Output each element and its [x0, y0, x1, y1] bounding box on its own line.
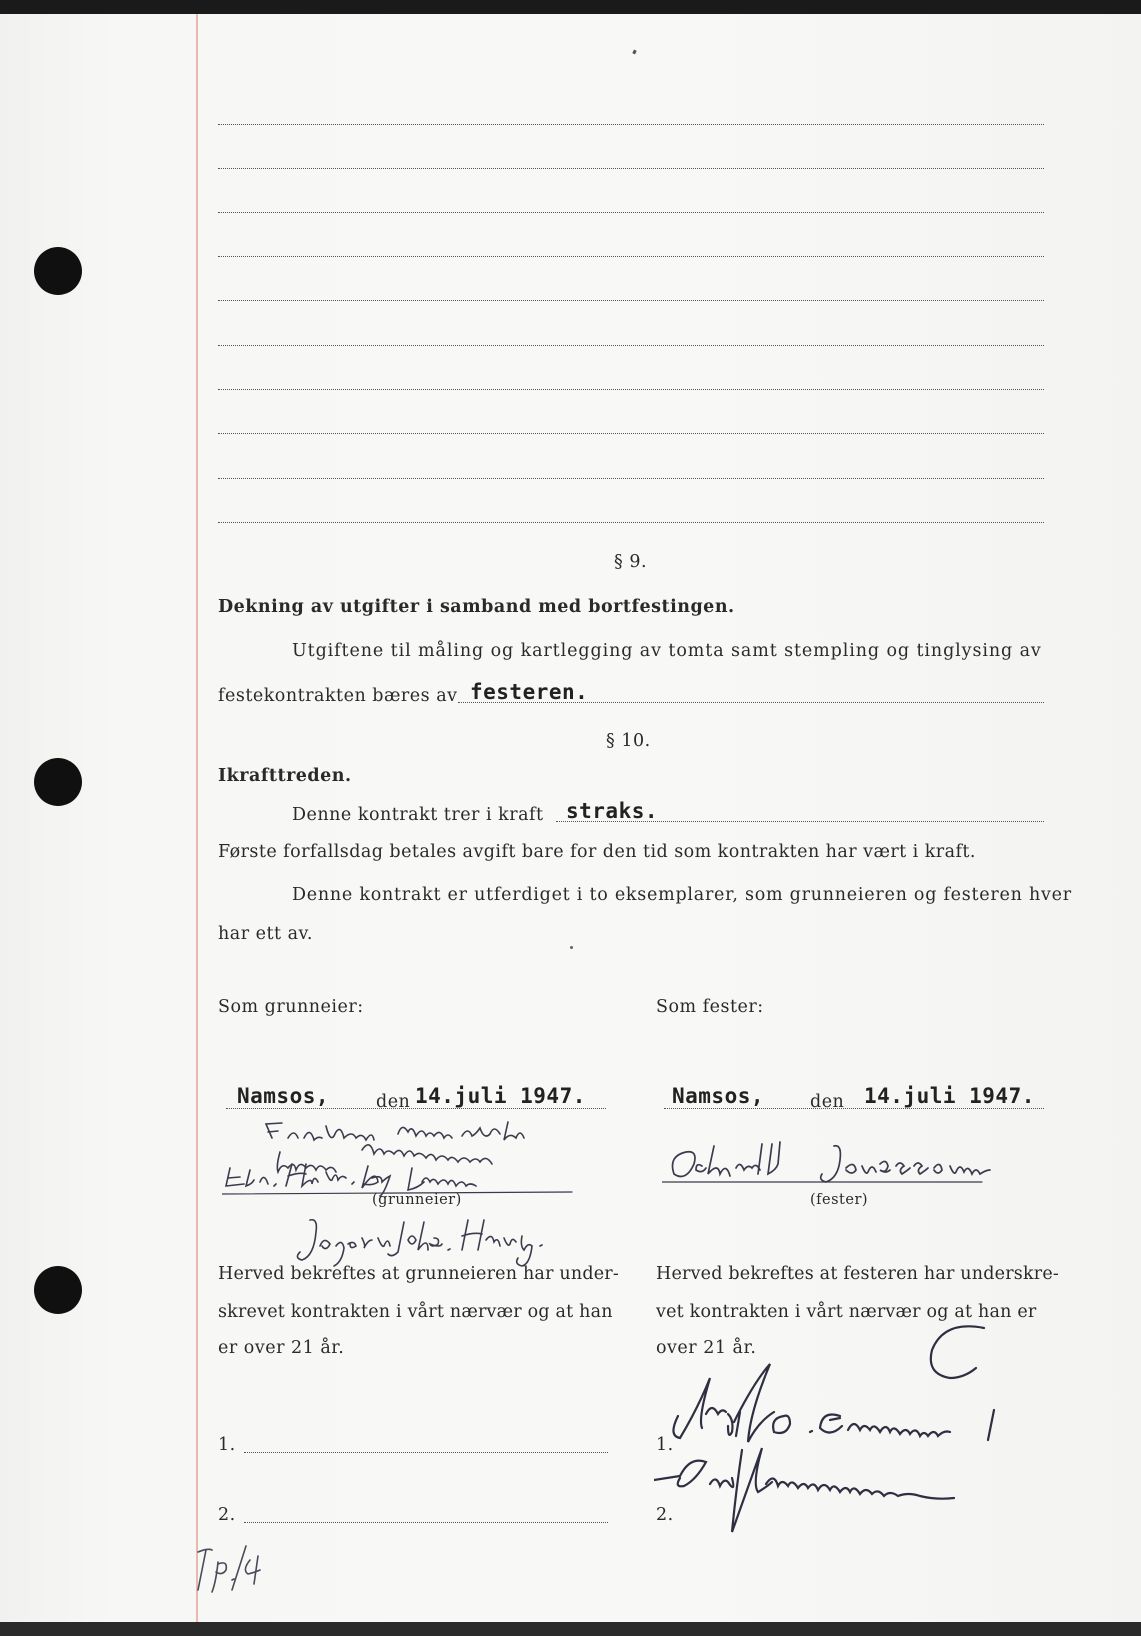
- witness-text: er over 21 år.: [218, 1338, 345, 1358]
- typed-place: Namsos,: [237, 1084, 330, 1108]
- grunneier-role: (grunneier): [372, 1192, 462, 1208]
- pencil-annotation: [188, 1540, 278, 1600]
- witness-text: over 21 år.: [656, 1338, 757, 1358]
- section-9-heading: Dekning av utgifter i samband med bortfestingen.: [218, 597, 735, 617]
- ink-speck: [570, 946, 573, 949]
- den-label: den: [376, 1092, 411, 1112]
- blank-line: [218, 478, 1044, 479]
- fill-line: [226, 1108, 606, 1109]
- fill-line: [664, 1108, 1044, 1109]
- blank-line: [218, 124, 1044, 125]
- blank-line: [218, 256, 1044, 257]
- blank-line: [218, 300, 1044, 301]
- witness-number: 1.: [218, 1435, 236, 1455]
- section-10-heading: Ikrafttreden.: [218, 766, 352, 786]
- witness-text: vet kontrakten i vårt nærvær og at han er: [656, 1302, 1037, 1322]
- witness-signatures-right: [654, 1324, 1074, 1560]
- witness-line: [244, 1452, 608, 1453]
- blank-line: [218, 168, 1044, 169]
- witness-text: skrevet kontrakten i vårt nærvær og at han: [218, 1302, 613, 1322]
- witness-line: [244, 1522, 608, 1523]
- section-9-text: festekontrakten bæres av: [218, 686, 458, 706]
- witness-number: 2.: [218, 1505, 236, 1525]
- blank-line: [218, 522, 1044, 523]
- fester-label: Som fester:: [656, 997, 764, 1017]
- section-9-text: Utgiftene til måling og kartlegging av tomta samt stempling og tinglysing av: [292, 641, 1042, 661]
- section-9-number: § 9.: [614, 552, 648, 572]
- section-10-text: Denne kontrakt er utferdiget i to eksemplarer, som grunneieren og festeren hver: [292, 885, 1072, 905]
- grunneier-label: Som grunneier:: [218, 997, 364, 1017]
- typed-date: 14.juli 1947.: [864, 1084, 1035, 1108]
- margin-rule: [196, 14, 198, 1622]
- section-10-text: har ett av.: [218, 924, 313, 944]
- typed-place: Namsos,: [672, 1084, 765, 1108]
- punch-hole: [34, 758, 82, 806]
- fester-signature: [662, 1140, 1042, 1190]
- witness-text: Herved bekreftes at festeren har underskre-: [656, 1264, 1059, 1284]
- fester-role: (fester): [810, 1192, 869, 1208]
- typed-straks: straks.: [566, 799, 659, 823]
- blank-line: [218, 389, 1044, 390]
- blank-line: [218, 345, 1044, 346]
- blank-line: [218, 212, 1044, 213]
- grunneier-signature: [222, 1116, 622, 1198]
- witness-number: 2.: [656, 1505, 674, 1525]
- section-10-number: § 10.: [606, 731, 651, 751]
- section-10-text: Første forfallsdag betales avgift bare for den tid som kontrakten har vært i kraft.: [218, 842, 976, 862]
- blank-line: [218, 433, 1044, 434]
- typed-festeren: festeren.: [470, 680, 589, 704]
- witness-text: Herved bekreftes at grunneieren har under-: [218, 1264, 619, 1284]
- fill-line: [458, 702, 1044, 703]
- punch-hole: [34, 1266, 82, 1314]
- den-label: den: [810, 1092, 845, 1112]
- witness-number: 1.: [656, 1435, 674, 1455]
- typed-date: 14.juli 1947.: [415, 1084, 586, 1108]
- witness-signature: [296, 1212, 566, 1270]
- scan-edge: [0, 1622, 1141, 1636]
- section-10-text: Denne kontrakt trer i kraft: [292, 805, 544, 825]
- fill-line: [556, 821, 1044, 822]
- punch-hole: [34, 247, 82, 295]
